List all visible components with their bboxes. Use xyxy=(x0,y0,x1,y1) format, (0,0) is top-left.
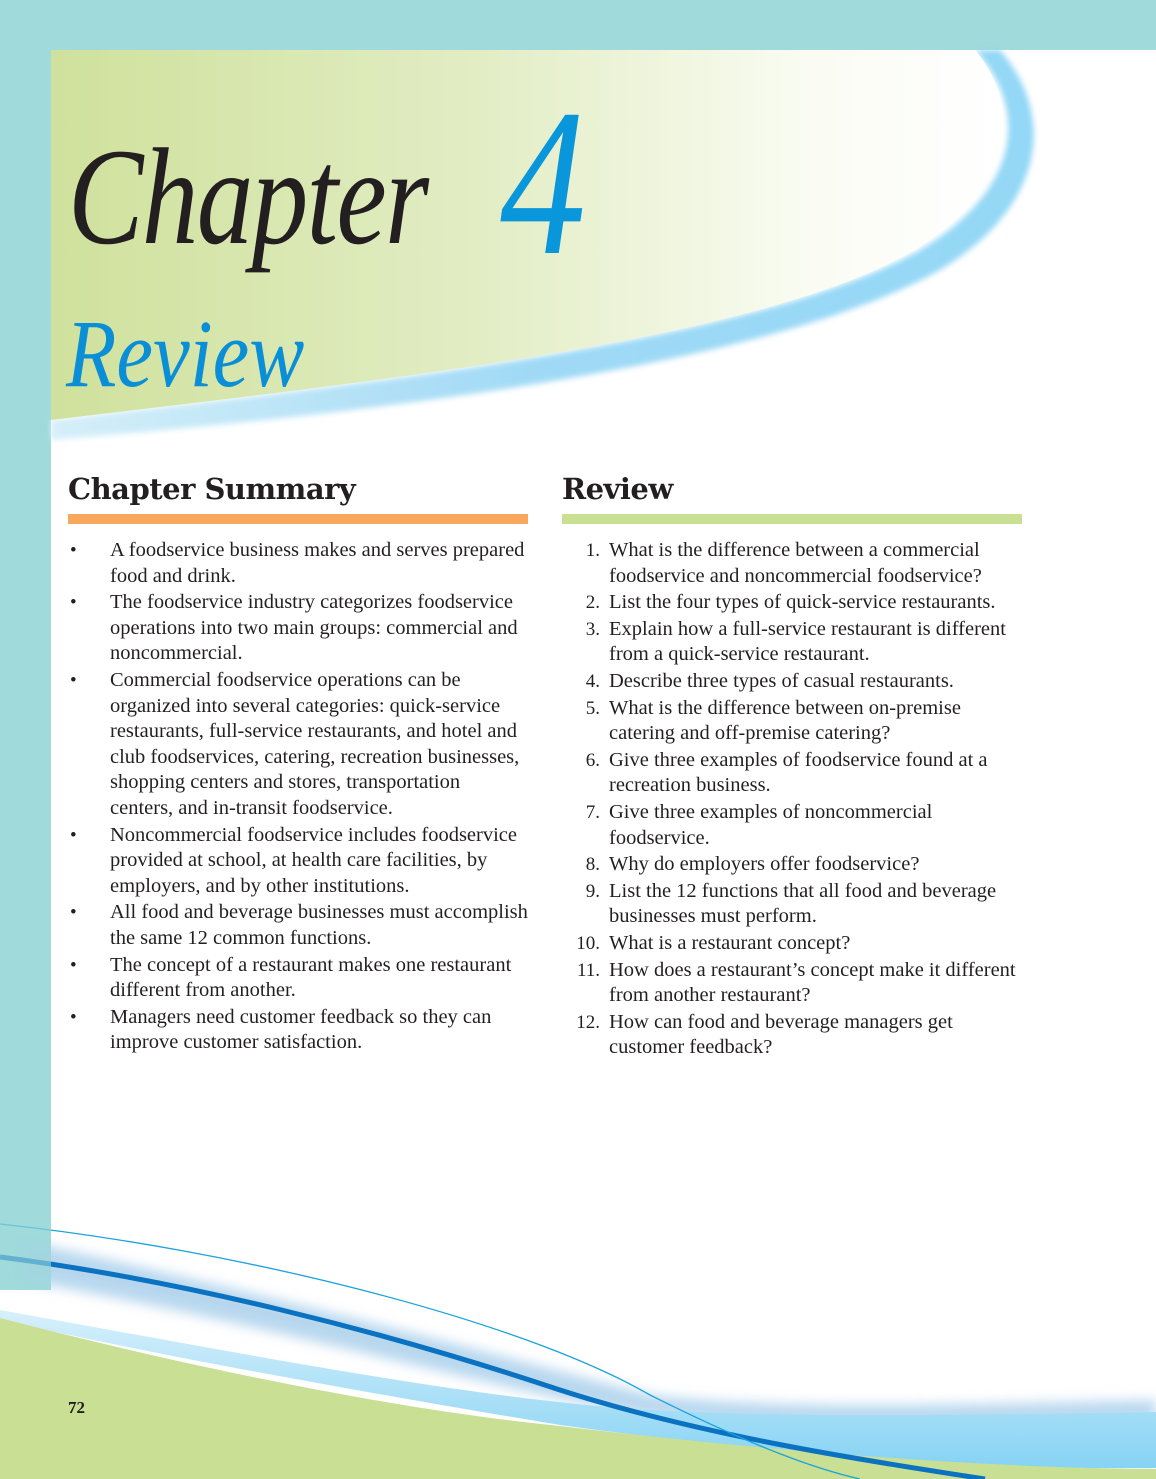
bullet-icon: • xyxy=(70,540,77,561)
summary-item: • Commercial foodservice operations can be organized into several categories: quick-service restaurants, full-service restaurants, and hotel and club foodservices, catering, recreation businesses, shopping centers and stores, transportation centers, and in-transit foodservice. xyxy=(68,668,528,822)
summary-item: • The foodservice industry categorizes foodservice operations into two main groups: commercial and noncommercial. xyxy=(68,590,528,667)
bullet-icon: • xyxy=(70,824,77,846)
bullet-icon: • xyxy=(70,1006,77,1028)
review-question: 12. How can food and beverage managers get customer feedback? xyxy=(576,1010,953,1059)
review-question: 8. Why do employers offer foodservice? xyxy=(585,853,920,876)
review-question: 4. Describe three types of casual restaurants. xyxy=(585,669,954,692)
chapter-subtitle: Review xyxy=(66,300,305,407)
bullet-icon: • xyxy=(70,592,77,614)
bullet-icon: • xyxy=(70,669,77,691)
summary-item: • A foodservice business makes and serves prepared food and drink. xyxy=(68,538,528,589)
chapter-number: 4 xyxy=(500,67,587,299)
review-question: 10. What is a restaurant concept? xyxy=(576,931,851,954)
review-question: 7. Give three examples of noncommercial foodservice. xyxy=(585,800,933,849)
review-question: 11. How does a restaurant’s concept make it different from another restaurant? xyxy=(576,958,1016,1007)
summary-item: • All food and beverage businesses must accomplish the same 12 common functions. xyxy=(68,900,528,951)
footer-swoosh-art xyxy=(0,1180,1156,1479)
review-question: 1. What is the difference between a commercial foodservice and noncommercial foodservice? xyxy=(585,539,982,587)
review-question: 3. Explain how a full-service restaurant is different from a quick-service restaurant. xyxy=(585,617,1006,666)
bullet-icon: • xyxy=(70,954,77,976)
review-section xyxy=(562,468,1022,1062)
summary-item: • Noncommercial foodservice includes foodservice provided at school, at health care facilities, by employers, and by other institutions. xyxy=(68,823,528,900)
chapter-summary-section xyxy=(68,468,528,1057)
summary-divider xyxy=(68,514,528,524)
page-number: 72 xyxy=(68,1398,85,1417)
review-heading: Review xyxy=(562,472,673,506)
summary-item: • Managers need customer feedback so they can improve customer satisfaction. xyxy=(68,1005,528,1056)
chapter-summary-heading: Chapter Summary xyxy=(68,472,356,506)
review-divider xyxy=(562,514,1022,524)
summary-item: • The concept of a restaurant makes one restaurant different from another. xyxy=(68,953,528,1004)
review-question: 5. What is the difference between on-premise catering and off-premise catering? xyxy=(585,696,961,745)
review-question: 9. List the 12 functions that all food and beverage businesses must perform. xyxy=(585,879,997,928)
review-question: 2. List the four types of quick-service restaurants. xyxy=(585,591,996,614)
review-question: 6. Give three examples of foodservice found at a recreation business. xyxy=(585,748,988,797)
chapter-label: Chapter xyxy=(68,120,428,273)
summary-list xyxy=(68,538,528,1056)
bullet-icon: • xyxy=(70,902,77,924)
review-question-list xyxy=(562,538,1022,1061)
